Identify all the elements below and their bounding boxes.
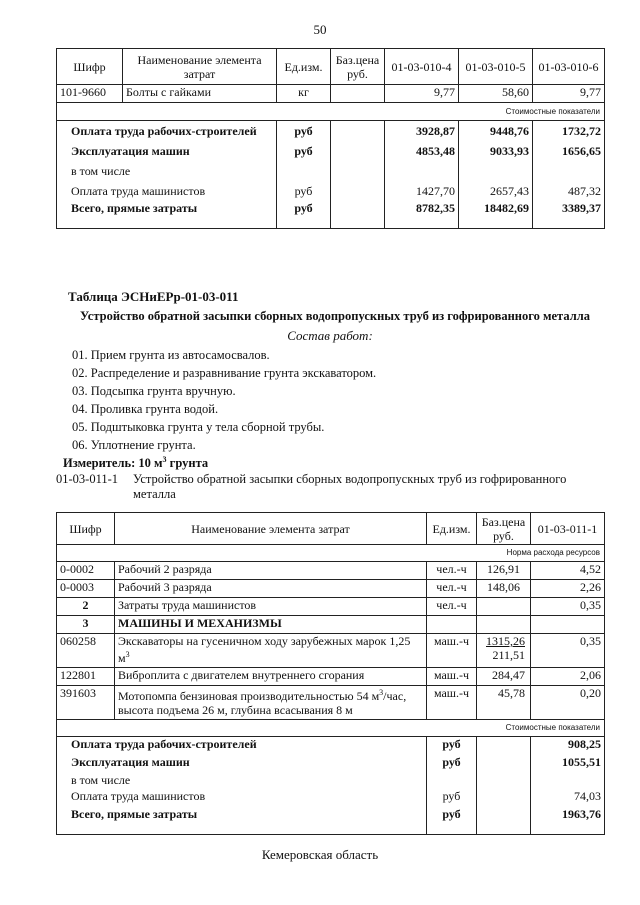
table-row [57,634,605,668]
summary-v2: 18482,69 [459,201,533,229]
row-price: 148,06 [477,580,531,598]
measure-rest: грунта [166,456,209,471]
table-title: Таблица ЭСНиЕРр-01-03-011 [68,289,239,304]
row-name: Затраты труда машинистов [115,598,427,616]
list-item: 04. Проливка грунта водой. [72,402,219,416]
row-name-sup: 3 [125,650,130,659]
table2-header-price: Баз.цена руб. [477,513,531,545]
table-row [57,562,605,580]
summary-value: 908,25 [531,737,605,755]
table-row [57,686,605,720]
summary-unit: руб [427,737,477,755]
summary-unit: руб [277,201,331,229]
summary-label: в том числе [57,773,427,789]
row-unit: маш.-ч [427,686,477,720]
summary-v1: 8782,35 [385,201,459,229]
summary-value: 1963,76 [531,807,605,835]
summary-row [57,755,605,773]
row-value-3: 9,77 [533,85,605,103]
row-unit: маш.-ч [427,634,477,668]
row-value: 2,06 [531,668,605,686]
table1-header-unit: Ед.изм. [277,49,331,85]
summary-v2: 9448,76 [459,121,533,141]
row-name-sup: 3 [379,688,384,697]
list-item: 06. Уплотнение грунта. [72,438,196,452]
row-code: 122801 [57,668,115,686]
summary-v3: 487,32 [533,181,605,201]
summary-label: Оплата труда рабочих-строителей [57,121,277,141]
summary-v1: 1427,70 [385,181,459,201]
row-code: 101-9660 [57,85,123,103]
table1-header-row [57,49,605,85]
row-name-cell [115,686,427,720]
summary-row [57,737,605,755]
row-unit [427,616,477,634]
row-name: Болты с гайками [123,85,277,103]
cost-caption-row [57,103,605,121]
work-list [72,346,376,454]
row-value: 0,20 [531,686,605,720]
summary-label: Оплата труда машинистов [57,789,427,807]
row-price [477,616,531,634]
summary-row [57,181,605,201]
row-code: 0-0002 [57,562,115,580]
table-row [57,598,605,616]
summary-v1: 4853,48 [385,141,459,161]
summary-label: Оплата труда машинистов [57,181,277,201]
cost-caption: Стоимостные показатели [57,103,605,121]
list-item: 05. Подштыковка грунта у тела сборной трубы. [72,420,325,434]
row-code: 391603 [57,686,115,720]
page-number: 50 [313,22,327,37]
summary-unit: руб [427,789,477,807]
row-value: 0,35 [531,634,605,668]
table-row [57,85,605,103]
row-name-b: /час, высота подъема 26 м, глубина всасывания 8 м [118,689,407,717]
row-value [531,616,605,634]
row-value-2: 58,60 [459,85,533,103]
measure-label: Измеритель: 10 м [63,456,163,471]
section-heading: Устройство обратной засыпки сборных водопропускных труб из гофрированного металла [79,309,590,323]
summary-unit: руб [277,121,331,141]
row-value-1: 9,77 [385,85,459,103]
summary-v2: 2657,43 [459,181,533,201]
summary-unit: руб [427,807,477,835]
summary-value: 74,03 [531,789,605,807]
summary-v3: 3389,37 [533,201,605,229]
row-name: Экскаваторы на гусеничном ходу зарубежных марок 1,25 м [118,634,411,665]
table2-header-unit: Ед.изм. [427,513,477,545]
summary-v1: 3928,87 [385,121,459,141]
row-price [477,598,531,616]
summary-label: Всего, прямые затраты [57,807,427,835]
measure-unit [63,455,208,471]
row-price-cell [477,634,531,668]
list-item: 01. Прием грунта из автосамосвалов. [72,348,270,362]
table-row [57,616,605,634]
row-code: 3 [57,616,115,634]
table1-header-col1: 01-03-010-4 [385,49,459,85]
summary-v3: 1732,72 [533,121,605,141]
row-unit: чел.-ч [427,562,477,580]
norm-caption-row [57,545,605,562]
table1-header-name: Наименование элемента затрат [123,49,277,85]
table-row [57,668,605,686]
summary-row [57,807,605,835]
summary-row [57,141,605,161]
row-price [331,85,385,103]
summary-label: в том числе [57,161,277,181]
cost-table-1 [56,48,605,229]
row-code: 2 [57,598,115,616]
row-name: МАШИНЫ И МЕХАНИЗМЫ [115,616,427,634]
row-price: 1315,26 [486,634,525,648]
table2-header-name: Наименование элемента затрат [115,513,427,545]
row-price: 126,91 [477,562,531,580]
code-description: Устройство обратной засыпки сборных водопропускных труб из гофрированного металла [133,472,567,501]
row-name: Рабочий 3 разряда [115,580,427,598]
page-footer: Кемеровская область [261,847,379,862]
table1-header-code: Шифр [57,49,123,85]
summary-row [57,773,605,789]
list-item: 02. Распределение и разравнивание грунта экскаватором. [72,366,377,380]
code-id: 01-03-011-1 [56,472,119,486]
summary-label: Оплата труда рабочих-строителей [57,737,427,755]
table1-header-col2: 01-03-010-5 [459,49,533,85]
summary-row [57,201,605,229]
table2-header-code: Шифр [57,513,115,545]
table2-header-row [57,513,605,545]
row-value: 0,35 [531,598,605,616]
summary-v3: 1656,65 [533,141,605,161]
summary-unit: руб [427,755,477,773]
norm-caption: Норма расхода ресурсов [57,545,605,562]
table-row [57,580,605,598]
row-price: 284,47 [477,668,531,686]
row-unit: маш.-ч [427,668,477,686]
row-name: Рабочий 2 разряда [115,562,427,580]
row-price-2: 211,51 [492,648,525,662]
list-item: 03. Подсыпка грунта вручную. [72,384,236,398]
row-unit: кг [277,85,331,103]
summary-row [57,161,605,181]
cost-caption: Стоимостные показатели [57,720,605,737]
row-name-a: Мотопомпа бензиновая производительностью 54 м [118,689,380,703]
summary-value: 1055,51 [531,755,605,773]
row-code: 0-0003 [57,580,115,598]
table1-header-col3: 01-03-010-6 [533,49,605,85]
row-unit: чел.-ч [427,580,477,598]
summary-unit: руб [277,181,331,201]
row-value: 4,52 [531,562,605,580]
measure-sup: 3 [162,455,167,464]
row-price: 45,78 [477,686,531,720]
row-name: Виброплита с двигателем внутреннего сгорания [115,668,427,686]
cost-table-2 [56,512,605,835]
work-composition-title: Состав работ: [287,328,373,343]
table1-header-price: Баз.цена руб. [331,49,385,85]
row-code: 060258 [57,634,115,668]
summary-row [57,789,605,807]
summary-label: Эксплуатация машин [57,141,277,161]
cost-caption-row [57,720,605,737]
summary-row [57,121,605,141]
summary-label: Всего, прямые затраты [57,201,277,229]
row-name-cell [115,634,427,668]
summary-v2: 9033,93 [459,141,533,161]
row-value: 2,26 [531,580,605,598]
table2-header-col1: 01-03-011-1 [531,513,605,545]
summary-unit: руб [277,141,331,161]
summary-label: Эксплуатация машин [57,755,427,773]
row-unit: чел.-ч [427,598,477,616]
